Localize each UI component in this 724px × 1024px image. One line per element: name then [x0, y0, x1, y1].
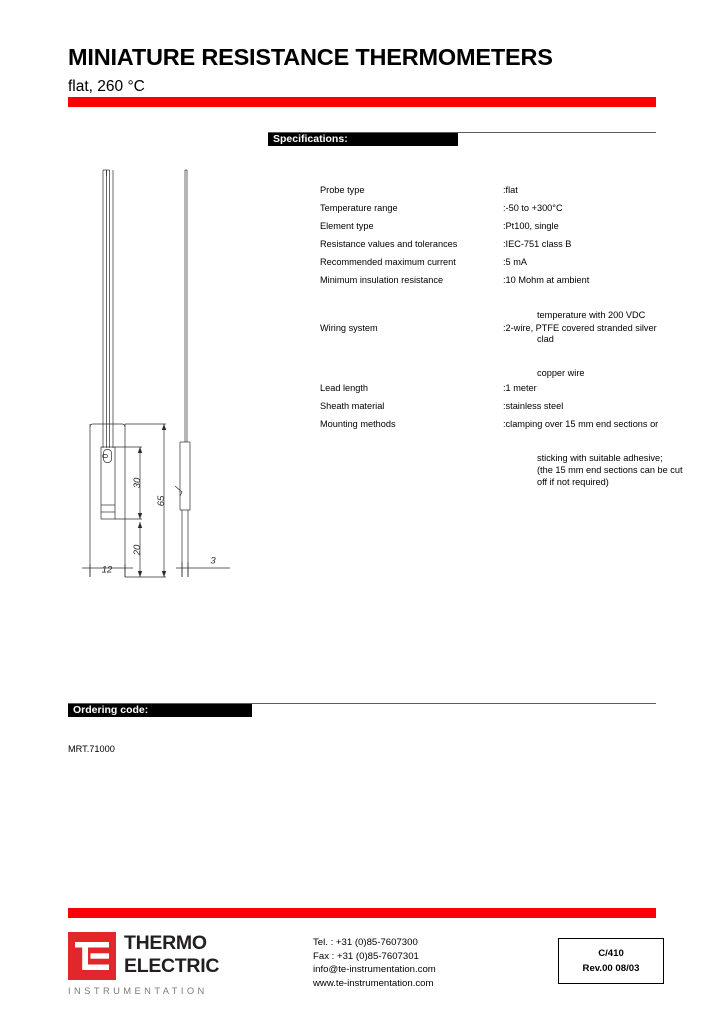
page-title: MINIATURE RESISTANCE THERMOMETERS — [68, 44, 553, 70]
specification-value-line: (the 15 mm end sections can be cut — [537, 465, 683, 475]
contact-link[interactable]: www.te-instrumentation.com — [313, 977, 434, 989]
specification-label: Mounting methods — [320, 419, 396, 429]
specification-row — [320, 221, 690, 239]
logo-word-line1: THERMO — [124, 932, 207, 954]
lead-wires-front — [103, 170, 113, 448]
header-accent-rule — [68, 97, 656, 107]
specification-value — [503, 185, 693, 195]
svg-text:30: 30 — [132, 477, 143, 489]
logo-wordmark — [124, 932, 219, 978]
svg-text:20: 20 — [132, 544, 143, 556]
specification-label: Recommended maximum current — [320, 257, 456, 267]
page-subtitle: flat, 260 °C — [68, 78, 145, 95]
specification-value-line: temperature with 200 VDC — [537, 310, 646, 320]
probe-body-side — [175, 442, 190, 577]
logo-word-line2: ELECTRIC — [124, 955, 220, 977]
specification-row — [320, 257, 690, 275]
specification-row — [320, 185, 690, 203]
specification-label: Lead length — [320, 383, 369, 393]
svg-text:12: 12 — [101, 564, 113, 576]
specification-value-line: :1 meter — [503, 383, 537, 393]
specification-value-line: :flat — [503, 185, 518, 195]
specification-label: Resistance values and tolerances — [320, 239, 458, 249]
specification-value-line: copper wire — [537, 368, 585, 378]
te-monogram-icon — [68, 932, 116, 980]
probe-technical-drawing — [68, 160, 248, 580]
revision-code: C/410 — [598, 948, 624, 959]
ordering-code-label: Ordering code: — [68, 704, 252, 717]
specifications-section-header — [268, 132, 656, 145]
specification-value-line: :clamping over 15 mm end sections or — [503, 419, 659, 429]
dimension-20 — [132, 522, 143, 577]
specification-row — [320, 275, 690, 320]
specification-row — [320, 383, 690, 401]
specification-label: Element type — [320, 221, 374, 231]
specification-label: Sheath material — [320, 401, 385, 411]
specification-row — [320, 401, 690, 419]
svg-text:3: 3 — [210, 555, 216, 567]
specification-value-line: sticking with suitable adhesive; — [537, 453, 663, 463]
specification-value-line: :IEC-751 class B — [503, 239, 572, 249]
specification-value — [503, 401, 693, 411]
logo-tagline: INSTRUMENTATION — [68, 985, 208, 996]
specification-row — [320, 323, 690, 378]
specification-label: Probe type — [320, 185, 365, 195]
contact-line: Tel. : +31 (0)85-7607300 — [313, 937, 418, 948]
specification-value-line: :stainless steel — [503, 401, 564, 411]
specification-value-line: off if not required) — [537, 477, 609, 487]
specification-value — [503, 383, 693, 393]
revision-detail: Rev.00 08/03 — [582, 963, 640, 974]
lead-wire-side — [185, 170, 187, 442]
company-logo — [68, 932, 218, 1004]
specification-value-line: :Pt100, single — [503, 221, 559, 231]
ordering-section-header — [68, 703, 656, 716]
ordering-code-value: MRT.71000 — [68, 744, 115, 754]
dimension-12 — [82, 564, 133, 577]
dimension-30 — [115, 447, 143, 519]
specification-value-line: :10 Mohm at ambient — [503, 275, 590, 285]
dimension-element-mark: 0 — [101, 453, 110, 459]
specification-value-line: :5 mA — [503, 257, 527, 267]
specification-row — [320, 239, 690, 257]
te-monogram-svg — [68, 932, 116, 980]
contact-details — [313, 936, 436, 990]
specification-value — [503, 203, 693, 213]
specification-value — [503, 239, 693, 249]
specification-label: Temperature range — [320, 203, 398, 213]
specifications-label: Specifications: — [268, 133, 458, 146]
contact-link[interactable]: info@te-instrumentation.com — [313, 964, 436, 976]
specification-value-line: clad — [537, 334, 554, 344]
specification-row — [320, 419, 690, 487]
revision-box — [558, 938, 664, 984]
dimension-3 — [176, 556, 230, 578]
specification-label: Wiring system — [320, 323, 378, 333]
specification-value — [503, 221, 693, 231]
probe-drawing-svg — [68, 160, 248, 580]
contact-line: Fax : +31 (0)85-7607301 — [313, 950, 419, 962]
specification-label: Minimum insulation resistance — [320, 275, 444, 285]
svg-text:65: 65 — [156, 495, 167, 507]
specification-row — [320, 203, 690, 221]
specification-value-line: :2-wire, PTFE covered stranded silver — [503, 323, 657, 333]
footer-accent-rule — [68, 908, 656, 918]
specification-value-line: :-50 to +300°C — [503, 203, 563, 213]
specification-value — [503, 257, 693, 267]
